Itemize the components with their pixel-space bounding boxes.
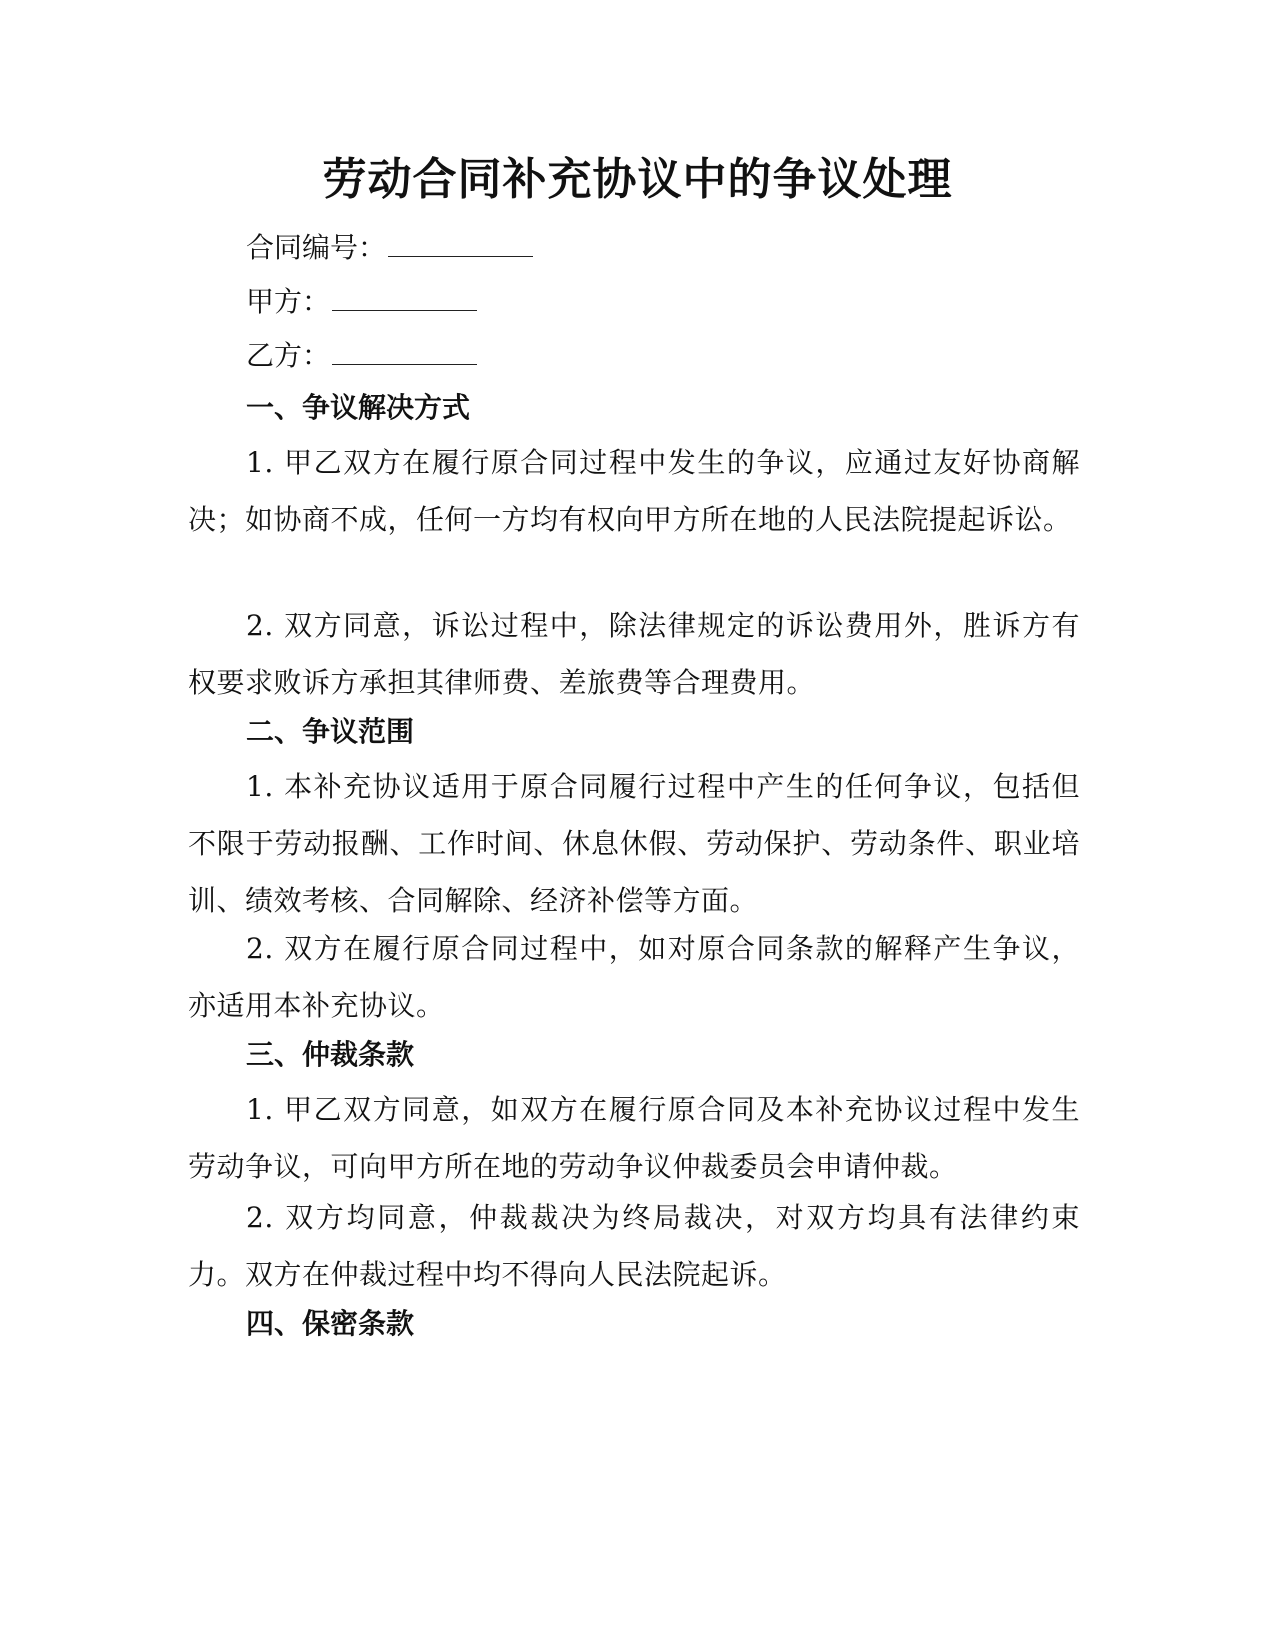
party-a-blank <box>332 280 477 311</box>
section-2-paragraph-1: 1. 本补充协议适用于原合同履行过程中产生的任何争议，包括但不限于劳动报酬、工作时间、休息休假、劳动保护、劳动条件、职业培训、绩效考核、合同解除、经济补偿等方面。 <box>188 770 1080 917</box>
section-1-paragraph-1: 1. 甲乙双方在履行原合同过程中发生的争议，应通过友好协商解决；如协商不成，任何一方均有权向甲方所在地的人民法院提起诉讼。 <box>188 446 1080 536</box>
section-heading-confidentiality: 四、保密条款 <box>246 1307 415 1340</box>
section-3-paragraph-2: 2. 双方均同意，仲裁裁决为终局裁决，对双方均具有法律约束力。双方在仲裁过程中均不得向人民法院起诉。 <box>188 1201 1080 1291</box>
party-a-label: 甲方： <box>246 285 331 318</box>
section-heading-arbitration: 三、仲裁条款 <box>246 1038 415 1071</box>
contract-number-field <box>246 226 533 268</box>
contract-number-label: 合同编号： <box>246 231 387 264</box>
section-2-paragraph-2: 2. 双方在履行原合同过程中，如对原合同条款的解释产生争议，亦适用本补充协议。 <box>188 932 1080 1022</box>
party-a-field <box>246 280 477 322</box>
section-3-paragraph-1: 1. 甲乙双方同意，如双方在履行原合同及本补充协议过程中发生劳动争议，可向甲方所在地的劳动争议仲裁委员会申请仲裁。 <box>188 1093 1080 1183</box>
section-1-paragraph-2: 2. 双方同意，诉讼过程中，除法律规定的诉讼费用外，胜诉方有权要求败诉方承担其律师费、差旅费等合理费用。 <box>188 609 1080 699</box>
contract-number-blank <box>388 226 533 257</box>
party-b-label: 乙方： <box>246 339 331 372</box>
document-title: 劳动合同补充协议中的争议处理 <box>322 154 953 205</box>
party-b-field <box>246 334 477 376</box>
section-heading-dispute-scope: 二、争议范围 <box>246 715 415 748</box>
section-heading-dispute-resolution: 一、争议解决方式 <box>246 391 471 424</box>
party-b-blank <box>332 334 477 365</box>
